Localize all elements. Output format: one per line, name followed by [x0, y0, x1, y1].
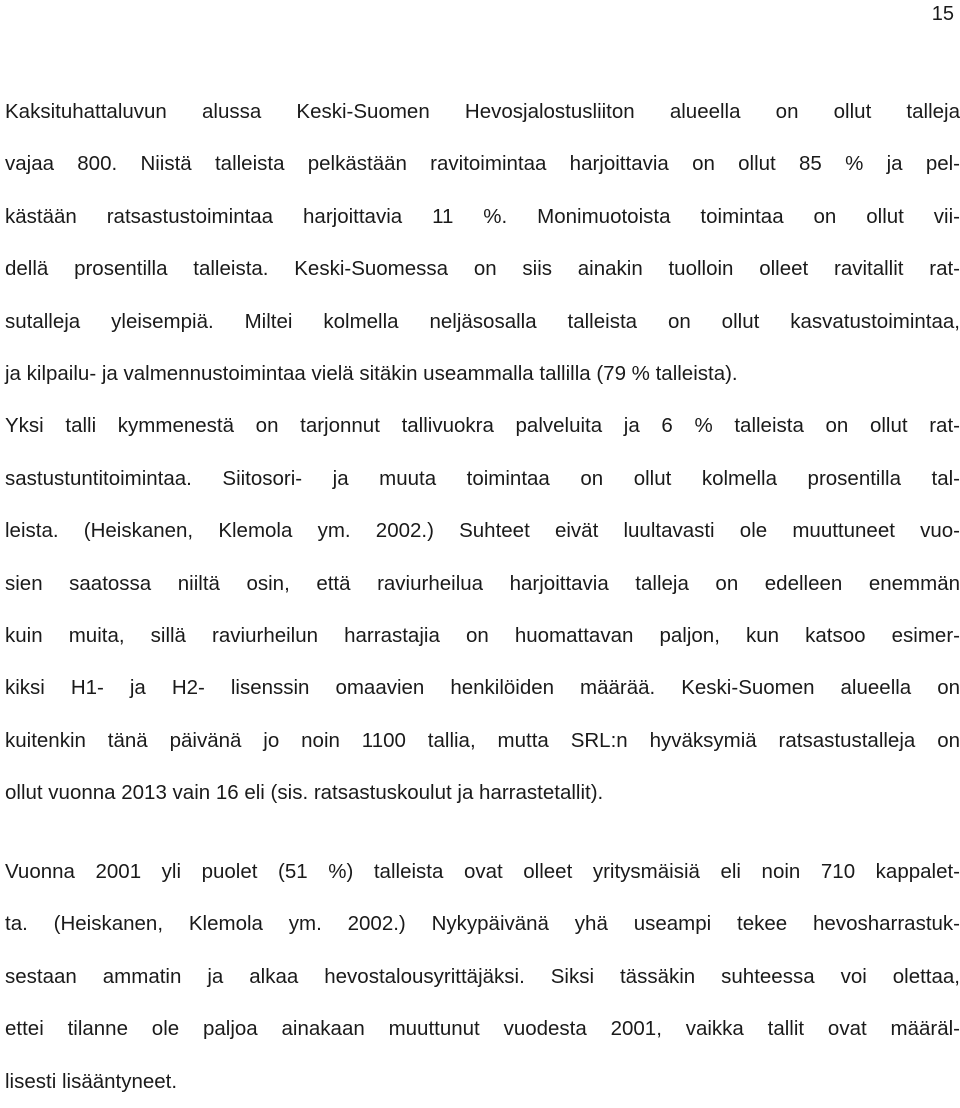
page-number: 15 [931, 3, 954, 25]
text-line: sutalleja yleisempiä. Miltei kolmella neljäsosalla talleista on ollut kasvatustoimintaa, [5, 309, 960, 333]
text-line: lisesti lisääntyneet. [5, 1069, 178, 1093]
text-line: Vuonna 2001 yli puolet (51 %) talleista ovat olleet yritysmäisiä eli noin 710 kappalet- [5, 860, 960, 883]
text-line: kiksi H1- ja H2- lisenssin omaavien henkilöiden määrää. Keski-Suomen alueella on [5, 676, 960, 700]
text-line: Yksi talli kymmenestä on tarjonnut tallivuokra palveluita ja 6 % talleista on ollut rat- [5, 414, 960, 438]
text-line: sastustuntitoimintaa. Siitosori- ja muuta toimintaa on ollut kolmella prosentilla tal- [5, 466, 960, 490]
text-line: kästään ratsastustoimintaa harjoittavia 11 %. Monimuotoista toimintaa on ollut vii- [5, 204, 960, 228]
text-line: ta. (Heiskanen, Klemola ym. 2002.) Nykypäivänä yhä useampi tekee hevosharrastuk- [5, 912, 960, 936]
paragraph-2 [5, 846, 960, 1108]
text-line: vajaa 800. Niistä talleista pelkästään ravitoimintaa harjoittavia on ollut 85 % ja pel- [5, 152, 960, 176]
text-line: ollut vuonna 2013 vain 16 eli (sis. ratsastuskoulut ja harrastetallit). [5, 781, 604, 805]
text-line: ja kilpailu- ja valmennustoimintaa vielä sitäkin useammalla tallilla (79 % talleista). [5, 361, 738, 385]
text-line: Kaksituhattaluvun alussa Keski-Suomen Hevosjalostusliiton alueella on ollut talleja [5, 100, 960, 123]
text-line: kuin muita, sillä raviurheilun harrastajia on huomattavan paljon, kun katsoo esimer- [5, 623, 960, 647]
paragraph-1 [5, 86, 960, 819]
text-line: dellä prosentilla talleista. Keski-Suomessa on siis ainakin tuolloin olleet ravitallit rat- [5, 257, 960, 281]
text-line: sien saatossa niiltä osin, että raviurheilua harjoittavia talleja on edelleen enemmän [5, 571, 960, 595]
text-line: sestaan ammatin ja alkaa hevostalousyrittäjäksi. Siksi tässäkin suhteessa voi olettaa, [5, 964, 960, 988]
text-line: ettei tilanne ole paljoa ainakaan muuttunut vuodesta 2001, vaikka tallit ovat määräl- [5, 1017, 960, 1041]
text-line: kuitenkin tänä päivänä jo noin 1100 tallia, mutta SRL:n hyväksymiä ratsastustalleja on [5, 728, 960, 752]
text-line: leista. (Heiskanen, Klemola ym. 2002.) Suhteet eivät luultavasti ole muuttuneet vuo- [5, 519, 960, 543]
